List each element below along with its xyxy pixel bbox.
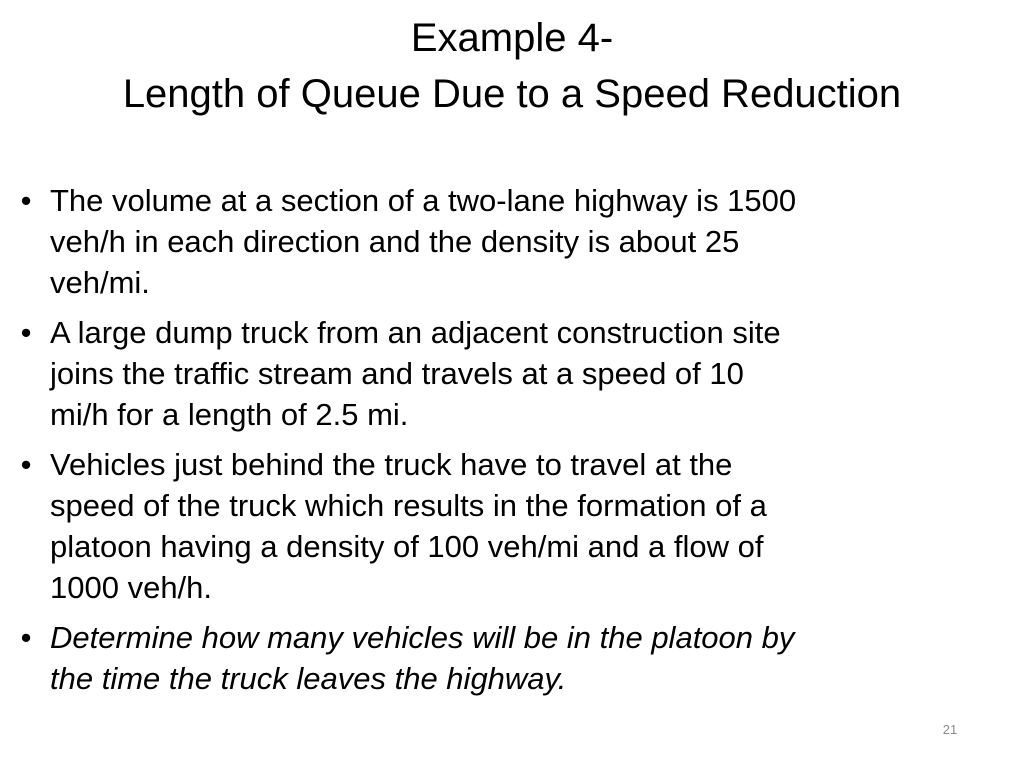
bullet-list: [16, 180, 1001, 708]
title-line-2: Length of Queue Due to a Speed Reduction: [122, 72, 902, 116]
bullet-icon: •: [20, 315, 32, 350]
bullet-item-question: [16, 617, 1001, 699]
bullet-item-truck: [16, 312, 1001, 435]
slide-title: [20, 10, 1004, 122]
title-line-1: Example 4-: [410, 16, 614, 60]
bullet-text: A large dump truck from an adjacent construction site joins the traffic stream and travels at a speed of 10 mi/h for a length of 2.5 mi.: [50, 315, 781, 432]
bullet-icon: •: [20, 183, 32, 218]
bullet-icon: •: [20, 447, 32, 482]
bullet-item-volume: [16, 180, 1001, 303]
bullet-text: Vehicles just behind the truck have to travel at the speed of the truck which results in the formation of a platoon having a density of 100 veh/mi and a flow of 1000 veh/h.: [50, 447, 767, 605]
bullet-text: The volume at a section of a two-lane highway is 1500 veh/h in each direction and the density is about 25 veh/mi.: [50, 183, 797, 300]
bullet-text: Determine how many vehicles will be in the platoon by the time the truck leaves the highway.: [50, 620, 795, 696]
page-number: 21: [942, 722, 958, 737]
bullet-icon: •: [20, 620, 32, 655]
bullet-item-platoon: [16, 444, 1001, 608]
